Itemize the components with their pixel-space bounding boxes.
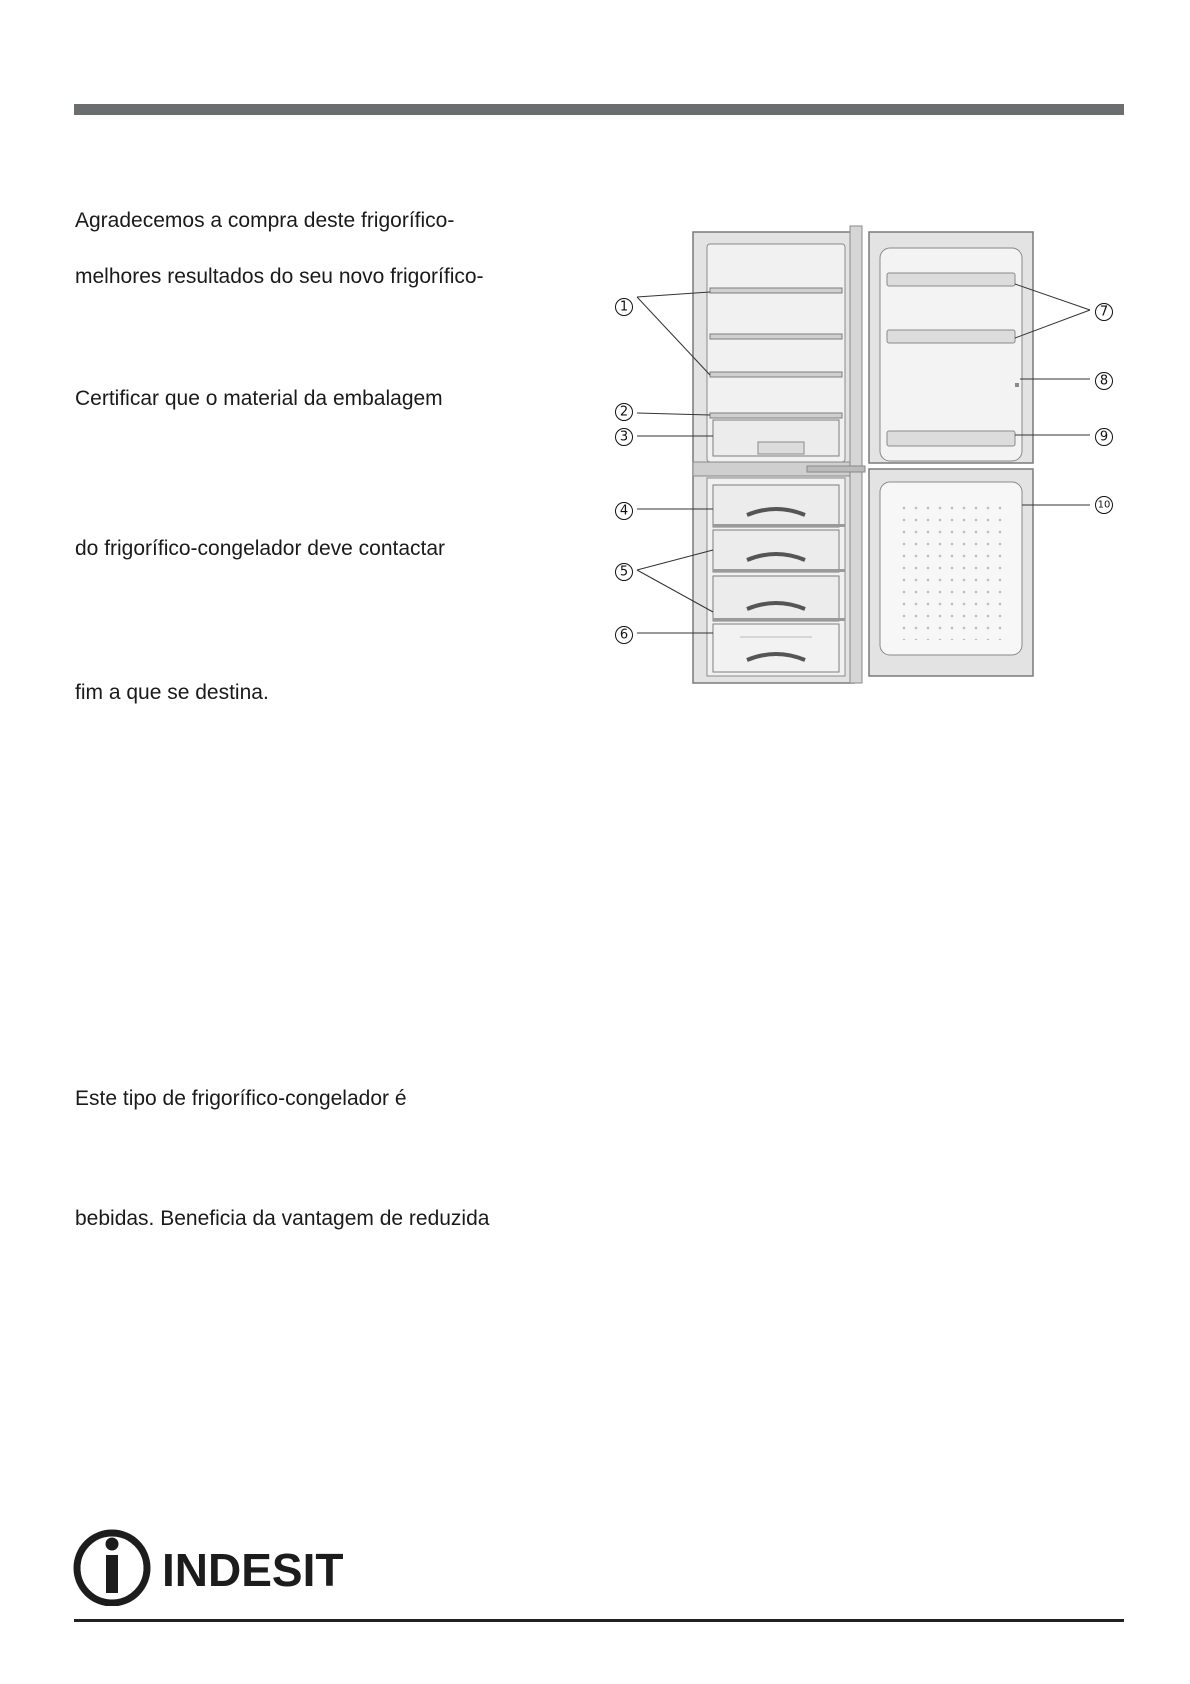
callout-9: 9 <box>1099 429 1109 445</box>
paragraph-line: do frigorífico-congelador deve contactar <box>75 537 446 560</box>
paragraph-line: fim a que se destina. <box>75 681 269 704</box>
callout-2: 2 <box>619 404 629 420</box>
callout-7: 7 <box>1099 304 1109 320</box>
callout-5: 5 <box>619 564 629 580</box>
glass-shelf <box>710 334 842 339</box>
glass-shelf <box>710 372 842 377</box>
callout-6: 6 <box>619 627 629 643</box>
glass-shelf <box>710 288 842 293</box>
freezer-drawer <box>713 485 845 527</box>
paragraph-line: Este tipo de frigorífico-congelador é <box>75 1087 407 1110</box>
callout-8: 8 <box>1099 373 1109 389</box>
door-balcony <box>887 431 1015 446</box>
freezer-drawer <box>713 624 839 672</box>
crisper-cover <box>710 413 842 418</box>
paragraph-line: bebidas. Beneficia da vantagem de reduzida <box>75 1207 490 1230</box>
footer-rule <box>74 1619 1124 1622</box>
paragraph-line: Certificar que o material da embalagem <box>75 387 443 410</box>
indesit-logo <box>72 1526 372 1606</box>
door-balcony <box>887 330 1015 343</box>
freezer-drawer <box>713 530 845 572</box>
callout-10: 10 <box>1097 499 1111 511</box>
callout-4: 4 <box>619 503 629 519</box>
brand-name: INDESIT <box>162 1544 344 1596</box>
freezer-door <box>869 469 1033 676</box>
door-stop <box>1015 383 1019 387</box>
fridge-diagram <box>600 220 1140 700</box>
header-rule <box>74 104 1124 115</box>
paragraph-line: Agradecemos a compra deste frigorífico- <box>75 209 455 232</box>
callout-3: 3 <box>619 429 629 445</box>
callout-1: 1 <box>619 299 629 315</box>
door-balcony <box>887 273 1015 286</box>
freezer-drawers <box>713 485 845 672</box>
fridge-door <box>869 232 1033 463</box>
freezer-drawer <box>713 576 845 621</box>
paragraph-line: melhores resultados do seu novo frigorífico- <box>75 265 484 288</box>
freezer-door-liner <box>894 500 1006 640</box>
